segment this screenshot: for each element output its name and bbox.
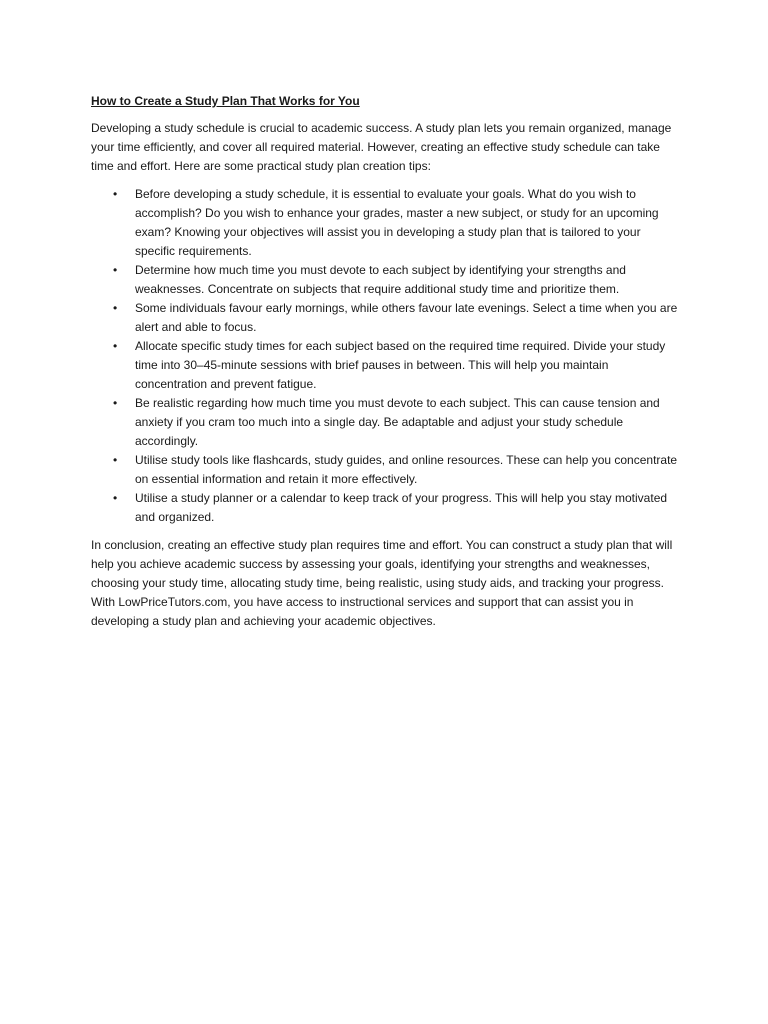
tip-text: Before developing a study schedule, it is essential to evaluate your goals. What do you wish to accomplish? Do you wish to enhance your grades, master a new subject, or study for an upcoming exam? Knowing your objectives will assist you in developing a study plan that is tailored to your specific requirements. <box>135 187 659 258</box>
bullet-icon: • <box>113 491 118 505</box>
tip-text: Be realistic regarding how much time you must devote to each subject. This can cause tension and anxiety if you cram too much into a single day. Be adaptable and adjust your study schedule accordingly. <box>135 396 660 448</box>
tip-text: Utilise study tools like flashcards, study guides, and online resources. These can help you concentrate on essential information and retain it more effectively. <box>135 453 678 486</box>
bullet-icon: • <box>113 396 118 410</box>
list-item <box>91 299 681 337</box>
tip-text: Determine how much time you must devote to each subject by identifying your strengths and weaknesses. Concentrate on subjects that require additional study time and prioritize them. <box>135 263 626 296</box>
list-item <box>91 261 681 299</box>
document-body <box>91 92 681 631</box>
bullet-icon: • <box>113 187 118 201</box>
list-item <box>91 451 681 489</box>
list-item <box>91 337 681 394</box>
bullet-icon: • <box>113 263 118 277</box>
document-title: How to Create a Study Plan That Works for You <box>91 94 360 108</box>
bullet-icon: • <box>113 301 118 315</box>
tip-text: Some individuals favour early mornings, while others favour late evenings. Select a time when you are alert and able to focus. <box>135 301 678 334</box>
list-item <box>91 394 681 451</box>
conclusion-paragraph: In conclusion, creating an effective study plan requires time and effort. You can construct a study plan that will help you achieve academic success by assessing your goals, identifying your strengths and weaknesses, choosing your study time, allocating study time, being realistic, using study aids, and tracking your progress. With LowPriceTutors.com, you have access to instructional services and support that can assist you in developing a study plan and achieving your academic objectives. <box>91 538 673 628</box>
bullet-icon: • <box>113 339 118 353</box>
tip-text: Allocate specific study times for each subject based on the required time required. Divide your study time into 30–45-minute sessions with brief pauses in between. This will help you maintain concentration and prevent fatigue. <box>135 339 666 391</box>
tip-text: Utilise a study planner or a calendar to keep track of your progress. This will help you stay motivated and organized. <box>135 491 668 524</box>
tips-list <box>91 185 681 527</box>
intro-paragraph: Developing a study schedule is crucial to academic success. A study plan lets you remain organized, manage your time efficiently, and cover all required material. However, creating an effective study schedule can take time and effort. Here are some practical study plan creation tips: <box>91 121 672 173</box>
list-item <box>91 185 681 261</box>
bullet-icon: • <box>113 453 118 467</box>
list-item <box>91 489 681 527</box>
